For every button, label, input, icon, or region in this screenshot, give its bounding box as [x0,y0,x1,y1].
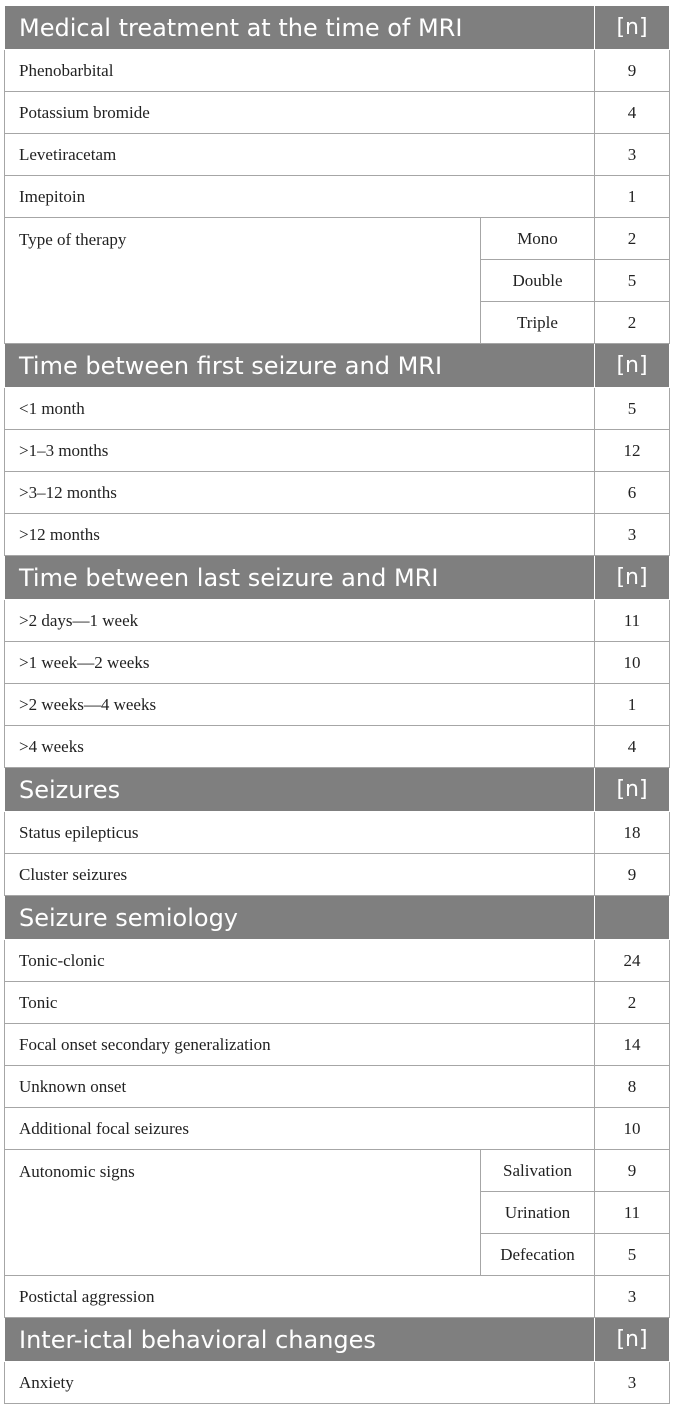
row-value: 3 [595,1362,670,1404]
section-title: Inter-ictal behavioral changes [5,1318,595,1362]
row-value: 4 [595,92,670,134]
table-row [5,1150,670,1192]
table-row [5,726,670,768]
subgroup-label: Mono [481,218,595,260]
row-label: >12 months [5,514,595,556]
table-row [5,472,670,514]
table-row [5,92,670,134]
row-value: 9 [595,1150,670,1192]
row-value: 3 [595,1276,670,1318]
table-row [5,854,670,896]
row-label: Tonic-clonic [5,940,595,982]
table-row [5,1024,670,1066]
row-label: Unknown onset [5,1066,595,1108]
row-value: 2 [595,982,670,1024]
row-value: 11 [595,1192,670,1234]
subgroup-label: Defecation [481,1234,595,1276]
table-row [5,218,670,260]
row-value: 10 [595,642,670,684]
row-value: 1 [595,684,670,726]
section-header [5,6,670,50]
row-label: Postictal aggression [5,1276,595,1318]
table-row [5,1276,670,1318]
section-title: Medical treatment at the time of MRI [5,6,595,50]
row-value: 3 [595,134,670,176]
subgroup-label: Salivation [481,1150,595,1192]
row-label: >3–12 months [5,472,595,514]
row-value: 4 [595,726,670,768]
subgroup-label: Urination [481,1192,595,1234]
table-row [5,982,670,1024]
unit-label: [n] [595,556,670,600]
table-row [5,388,670,430]
table-row [5,812,670,854]
section-title: Time between first seizure and MRI [5,344,595,388]
table-row [5,134,670,176]
row-label: Focal onset secondary generalization [5,1024,595,1066]
row-label: >4 weeks [5,726,595,768]
row-label: Imepitoin [5,176,595,218]
row-value: 12 [595,430,670,472]
table-row [5,940,670,982]
table-row [5,642,670,684]
row-label: >1–3 months [5,430,595,472]
row-value: 5 [595,260,670,302]
table-row [5,430,670,472]
row-value: 1 [595,176,670,218]
row-label: >2 days—1 week [5,600,595,642]
row-label: >2 weeks—4 weeks [5,684,595,726]
table-row [5,50,670,92]
table-row [5,1066,670,1108]
row-value: 2 [595,218,670,260]
row-label: Anxiety [5,1362,595,1404]
subgroup-label: Double [481,260,595,302]
row-label: Levetiracetam [5,134,595,176]
section-header [5,768,670,812]
group-label: Autonomic signs [5,1150,481,1276]
row-label: Status epilepticus [5,812,595,854]
section-header [5,1318,670,1362]
table-row [5,600,670,642]
row-value: 9 [595,50,670,92]
row-value: 3 [595,514,670,556]
table-row [5,1362,670,1404]
row-value: 9 [595,854,670,896]
row-value: 2 [595,302,670,344]
section-header [5,896,670,940]
section-title: Seizures [5,768,595,812]
row-label: <1 month [5,388,595,430]
table-row [5,1108,670,1150]
row-label: Additional focal seizures [5,1108,595,1150]
section-header [5,344,670,388]
row-value: 14 [595,1024,670,1066]
section-title: Seizure semiology [5,896,595,940]
table-row [5,176,670,218]
row-label: Tonic [5,982,595,1024]
row-value: 11 [595,600,670,642]
row-label: Cluster seizures [5,854,595,896]
unit-label: [n] [595,6,670,50]
section-header [5,556,670,600]
row-value: 8 [595,1066,670,1108]
subgroup-label: Triple [481,302,595,344]
row-value: 10 [595,1108,670,1150]
row-value: 24 [595,940,670,982]
row-value: 6 [595,472,670,514]
table-row [5,684,670,726]
unit-label: [n] [595,1318,670,1362]
row-label: >1 week—2 weeks [5,642,595,684]
table-row [5,514,670,556]
unit-label [595,896,670,940]
row-label: Potassium bromide [5,92,595,134]
seizure-data-table [4,5,670,1404]
group-label: Type of therapy [5,218,481,344]
row-value: 18 [595,812,670,854]
row-value: 5 [595,1234,670,1276]
row-value: 5 [595,388,670,430]
row-label: Phenobarbital [5,50,595,92]
unit-label: [n] [595,344,670,388]
section-title: Time between last seizure and MRI [5,556,595,600]
unit-label: [n] [595,768,670,812]
